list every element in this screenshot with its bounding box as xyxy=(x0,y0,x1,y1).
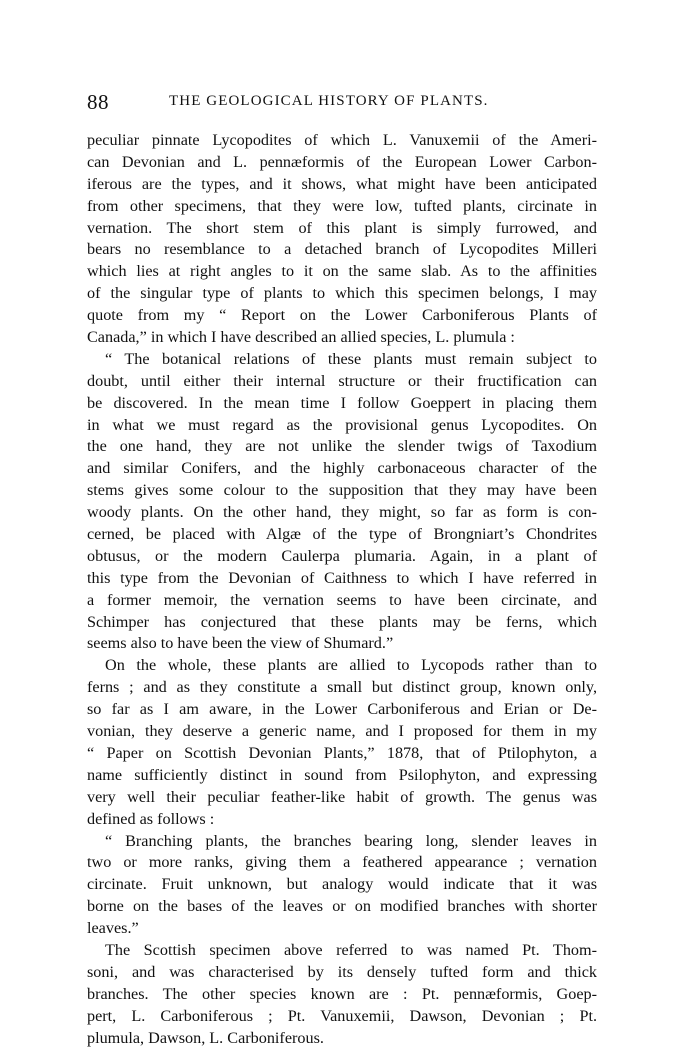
text-line: from other specimens, that they were low, tufted plants, circinate in xyxy=(87,196,597,215)
text-line: On the whole, these plants are allied to Lycopods rather than to xyxy=(105,656,597,675)
text-line: a former memoir, the vernation seems to have been circinate, and xyxy=(87,590,597,609)
text-line: The Scottish specimen above referred to was named Pt. Thom- xyxy=(105,940,597,959)
text-line: which lies at right angles to it on the same slab. As to the affinities xyxy=(87,262,597,281)
text-line: woody plants. On the other hand, they might, so far as form is con- xyxy=(87,503,597,522)
text-line: very well their peculiar feather-like habit of growth. The genus was xyxy=(87,787,597,806)
page-header xyxy=(87,90,597,118)
text-line: iferous are the types, and it shows, what might have been anticipated xyxy=(87,174,597,193)
body-text xyxy=(87,130,597,1049)
text-line: Canada,” in which I have described an allied species, L. plumula : xyxy=(87,328,515,347)
text-line: quote from my “ Report on the Lower Carboniferous Plants of xyxy=(87,306,597,325)
text-line: in what we must regard as the provisional genus Lycopodites. On xyxy=(87,415,597,434)
text-line: Schimper has conjectured that these plants may be ferns, which xyxy=(87,612,597,631)
text-line: can Devonian and L. pennæformis of the European Lower Carbon- xyxy=(87,152,597,171)
text-line: the one hand, they are not unlike the slender twigs of Taxodium xyxy=(87,437,597,456)
text-line: this type from the Devonian of Caithness to which I have referred in xyxy=(87,568,597,587)
running-title: THE GEOLOGICAL HISTORY OF PLANTS. xyxy=(169,93,489,109)
text-line: name sufficiently distinct in sound from Psilophyton, and expressing xyxy=(87,765,597,784)
text-line: be discovered. In the mean time I follow Goeppert in placing them xyxy=(87,393,597,412)
page-number: 88 xyxy=(87,90,109,114)
text-line: obtusus, or the modern Caulerpa plumaria. Again, in a plant of xyxy=(87,546,597,565)
text-line: and similar Conifers, and the highly carbonaceous character of the xyxy=(87,459,597,478)
text-line: of the singular type of plants to which this specimen belongs, I may xyxy=(87,284,597,303)
text-line: two or more ranks, giving them a feathered appearance ; vernation xyxy=(87,853,597,872)
text-line: soni, and was characterised by its densely tufted form and thick xyxy=(87,962,597,981)
text-line: “ The botanical relations of these plants must remain subject to xyxy=(105,349,597,368)
text-line: bears no resemblance to a detached branch of Lycopodites Milleri xyxy=(87,240,597,259)
text-line: so far as I am aware, in the Lower Carboniferous and Erian or De- xyxy=(87,700,597,719)
text-line: vonian, they deserve a generic name, and I proposed for them in my xyxy=(87,722,597,741)
text-line: plumula, Dawson, L. Carboniferous. xyxy=(87,1028,324,1047)
text-line: vernation. The short stem of this plant is simply furrowed, and xyxy=(87,218,597,237)
text-line: “ Branching plants, the branches bearing long, slender leaves in xyxy=(105,831,597,850)
text-line: circinate. Fruit unknown, but analogy would indicate that it was xyxy=(87,875,597,894)
text-line: leaves.” xyxy=(87,919,139,938)
text-line: seems also to have been the view of Shumard.” xyxy=(87,634,394,653)
text-line: stems gives some colour to the supposition that they may have been xyxy=(87,481,597,500)
text-line: doubt, until either their internal structure or their fructification can xyxy=(87,371,597,390)
text-line: branches. The other species known are : Pt. pennæformis, Goep- xyxy=(87,984,597,1003)
text-line: pert, L. Carboniferous ; Pt. Vanuxemii, Dawson, Devonian ; Pt. xyxy=(87,1006,597,1025)
text-line: ferns ; and as they constitute a small but distinct group, known only, xyxy=(87,678,597,697)
text-line: defined as follows : xyxy=(87,809,215,828)
text-line: borne on the bases of the leaves or on modified branches with shorter xyxy=(87,897,597,916)
text-line: peculiar pinnate Lycopodites of which L. Vanuxemii of the Ameri- xyxy=(87,131,597,149)
text-line: “ Paper on Scottish Devonian Plants,” 1878, that of Ptilophyton, a xyxy=(87,743,597,762)
text-line: cerned, be placed with Algæ of the type of Brongniart’s Chondrites xyxy=(87,525,597,544)
